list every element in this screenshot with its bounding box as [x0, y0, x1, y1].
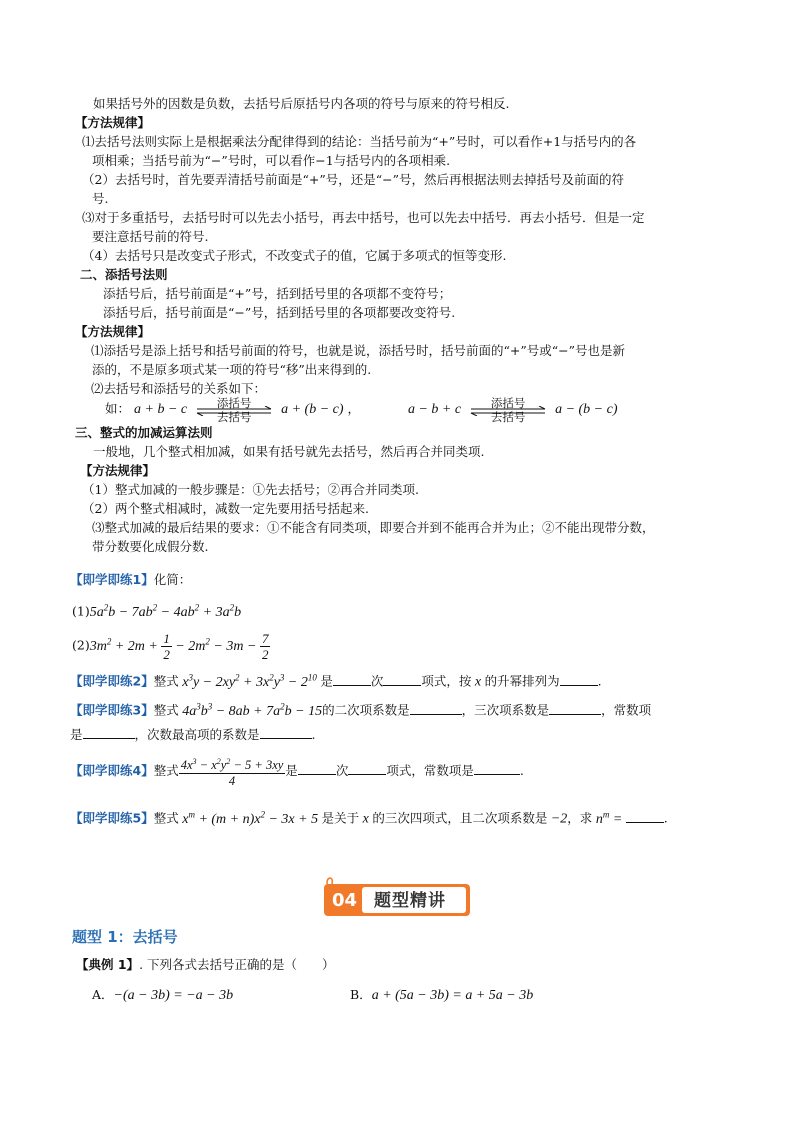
e3-expression: $4a^3b^3 - 8ab + 7a^2b - 15$ [178, 701, 323, 719]
option-a[interactable] [92, 986, 233, 1005]
e5-value: −2 [547, 811, 568, 827]
blank-cubic-coef[interactable] [549, 702, 601, 715]
e4-end: . [519, 763, 524, 779]
e3-text-a: 整式 [153, 702, 179, 718]
item-1-number: (1) [72, 603, 90, 619]
method-label-3: 【方法规律】 [80, 463, 156, 478]
arrow-label-remove: 去括号 [216, 409, 252, 424]
exercise-1-label: 【即学即练1】 [70, 572, 154, 587]
blank-e4-degree[interactable] [298, 762, 336, 775]
bidirectional-arrow-2 [469, 397, 547, 423]
e5-text-d: ，求 [567, 810, 593, 826]
badge-title: 题型精讲 [374, 891, 446, 911]
e2-text-c: 次 [370, 673, 384, 689]
option-b-expression: a + (5a − 3b) = a + 5a − 3b [371, 988, 534, 1003]
e5-var-x: x [359, 811, 373, 827]
fraction-seven-half: $\frac{7}{2}$ [261, 630, 269, 662]
item-2-number: (2) [72, 637, 90, 653]
blank-terms[interactable] [383, 673, 421, 686]
method-label-1: 【方法规律】 [75, 115, 151, 130]
example-right-2: a − (b − c) [555, 402, 618, 417]
exercise-4-label: 【即学即练4】 [70, 763, 154, 779]
expression-1: $5a^2b - 7ab^2 - 4ab^2 + 3a^2b$ [89, 602, 242, 620]
exercise-1-item-1 [72, 598, 241, 622]
remove-rule-1b: 项相乘；当括号前为“−”号时，可以看作−1与括号内的各项相乘. [92, 153, 451, 168]
blank-degree[interactable] [333, 673, 371, 686]
s3-method-3: ⑶整式加减的最后结果的要求：①不能含有同类项，即要合并到不能再合并为止；②不能出现带分数， [92, 520, 655, 535]
add-rule-1: 添括号后，括号前面是“+”号，括到括号里的各项都不变符号； [103, 286, 452, 301]
exercise-3-cont [70, 726, 316, 744]
section-2-title: 二、添括号法则 [80, 267, 168, 282]
e2-text-a: 整式 [153, 673, 179, 689]
exercise-3 [70, 697, 651, 721]
type-1-title: 题型 1：去括号 [72, 928, 178, 946]
remove-rule-1: ⑴去括号法则实际上是根据乘法分配律得到的结论：当括号前为“+”号时，可以看作+1与括号内的各 [82, 134, 637, 149]
exercise-1 [70, 571, 191, 589]
add-method-1b: 添的，不是原多项式某一项的符号“移”出来得到的. [92, 362, 372, 377]
blank-e4-constant[interactable] [474, 762, 520, 775]
remove-rule-3: ⑶对于多重括号，去括号时可以先去小括号，再去中括号，也可以先去中括号．再去小括号．但是一定 [82, 210, 645, 225]
e3-text-e: 是 [70, 727, 83, 742]
dianli-1 [76, 956, 335, 974]
e5-expression: $x^m + (m + n)x^2 - 3x + 5$ [178, 809, 322, 827]
blank-e5-answer[interactable] [626, 810, 664, 823]
exercise-5 [70, 805, 668, 829]
remove-rule-2: （2）去括号时，首先要弄清括号前面是“+”号，还是“−”号，然后再根据法则去掉括号及前面的符 [82, 172, 624, 187]
s3-method-1: （1）整式加减的一般步骤是：①先去括号；②再合并同类项. [82, 482, 419, 497]
badge-number: 04 [332, 890, 358, 911]
blank-constant[interactable] [83, 726, 135, 739]
remove-rule-3b: 要注意括号前的符号. [92, 229, 209, 244]
intro-line: 如果括号外的因数是负数，去括号后原括号内各项的符号与原来的符号相反. [93, 96, 510, 111]
e3-end: . [311, 727, 316, 742]
blank-ascending[interactable] [560, 673, 598, 686]
blank-e4-terms[interactable] [348, 762, 386, 775]
e4-text-c: 次 [335, 763, 349, 779]
dianli-text: . 下列各式去括号正确的是（ ） [139, 957, 335, 972]
arrow-label-add-2: 添括号 [490, 395, 526, 410]
e5-n-power-m: $n^m$ = [592, 809, 626, 827]
bidirectional-arrow-1 [195, 397, 273, 423]
s3-method-3b: 带分数要化成假分数. [92, 539, 209, 554]
e5-text-b: 是关于 [321, 810, 360, 826]
option-b-label: B． [350, 987, 372, 1002]
arrow-label-add: 添括号 [216, 395, 252, 410]
add-rule-2: 添括号后，括号前面是“−”号，括到括号里的各项都要改变符号. [103, 305, 456, 320]
expression-2a: $3m^2 + 2m$ + [89, 636, 162, 654]
e2-text-d: 项式，按 [421, 673, 472, 689]
fraction-one-half: $\frac{1}{2}$ [163, 630, 170, 662]
option-b[interactable] [350, 986, 533, 1005]
e5-end: . [663, 810, 668, 826]
dianli-label: 【典例 1】 [76, 957, 140, 972]
e3-text-b: 的二次项系数是 [322, 702, 410, 718]
remove-rule-2b: 号. [92, 191, 109, 206]
expression-2b: − $2m^2 - 3m$ − [171, 636, 260, 654]
e4-text-b: 是 [285, 763, 298, 779]
exercise-3-label: 【即学即练3】 [70, 702, 154, 718]
blank-quadratic-coef[interactable] [410, 702, 462, 715]
e5-text-c: 的三次四项式，且二次项系数是 [372, 810, 548, 826]
exercise-5-label: 【即学即练5】 [70, 810, 154, 826]
e5-text-a: 整式 [153, 810, 179, 826]
example-left-1: a + b − c [134, 402, 188, 417]
example-sep: ， [347, 401, 361, 416]
method-label-2: 【方法规律】 [75, 324, 151, 339]
e4-text-d: 项式，常数项是 [386, 763, 474, 779]
exercise-1-item-2 [72, 625, 270, 663]
section-3-title: 三、整式的加减运算法则 [75, 425, 213, 440]
e4-fraction: $\frac{4x^3 - x^2y^2 - 5 + 3xy}{4}$ [179, 754, 286, 789]
add-method-2: ⑵去括号和添括号的关系如下： [91, 381, 267, 396]
e2-var-x: x [471, 674, 485, 690]
example-relation [105, 396, 618, 423]
e3-text-d: ，常数项 [601, 702, 652, 718]
blank-highest-coef[interactable] [260, 726, 312, 739]
e2-text-b: 是 [320, 673, 333, 689]
add-method-1: ⑴添括号是添上括号和括号前面的符号，也就是说，添括号时，括号前面的“+”号或“−”号也是新 [91, 343, 626, 358]
e4-text-a: 整式 [153, 763, 179, 779]
example-left-2: a − b + c [407, 402, 462, 417]
remove-rule-4: （4）去括号只是改变式子形式，不改变式子的值，它属于多项式的恒等变形. [82, 248, 507, 263]
e3-text-c: ，三次项系数是 [461, 702, 550, 718]
s3-method-2: （2）两个整式相减时，减数一定先要用括号括起来. [82, 501, 369, 516]
e2-text-e: 的升幂排列为 [484, 673, 560, 689]
section-3-text: 一般地，几个整式相加减，如果有括号就先去括号，然后再合并同类项. [93, 444, 485, 459]
exercise-2-label: 【即学即练2】 [70, 673, 154, 689]
e2-end: . [597, 673, 602, 689]
section-badge [322, 876, 472, 922]
exercise-2 [70, 668, 602, 692]
exercise-1-text: 化简： [153, 572, 192, 587]
example-prefix: 如： [105, 401, 131, 416]
exercise-4 [70, 754, 524, 789]
e2-expression: $x^3y - 2xy^2 + 3x^2y^3 - 2^{10}$ [178, 672, 317, 690]
option-a-expression: −(a − 3b) = −a − 3b [113, 988, 234, 1003]
option-a-label: A． [92, 987, 114, 1002]
e3-text-f: ，次数最高项的系数是 [134, 727, 260, 742]
arrow-label-remove-2: 去括号 [490, 409, 526, 424]
example-right-1: a + (b − c) [281, 402, 344, 417]
